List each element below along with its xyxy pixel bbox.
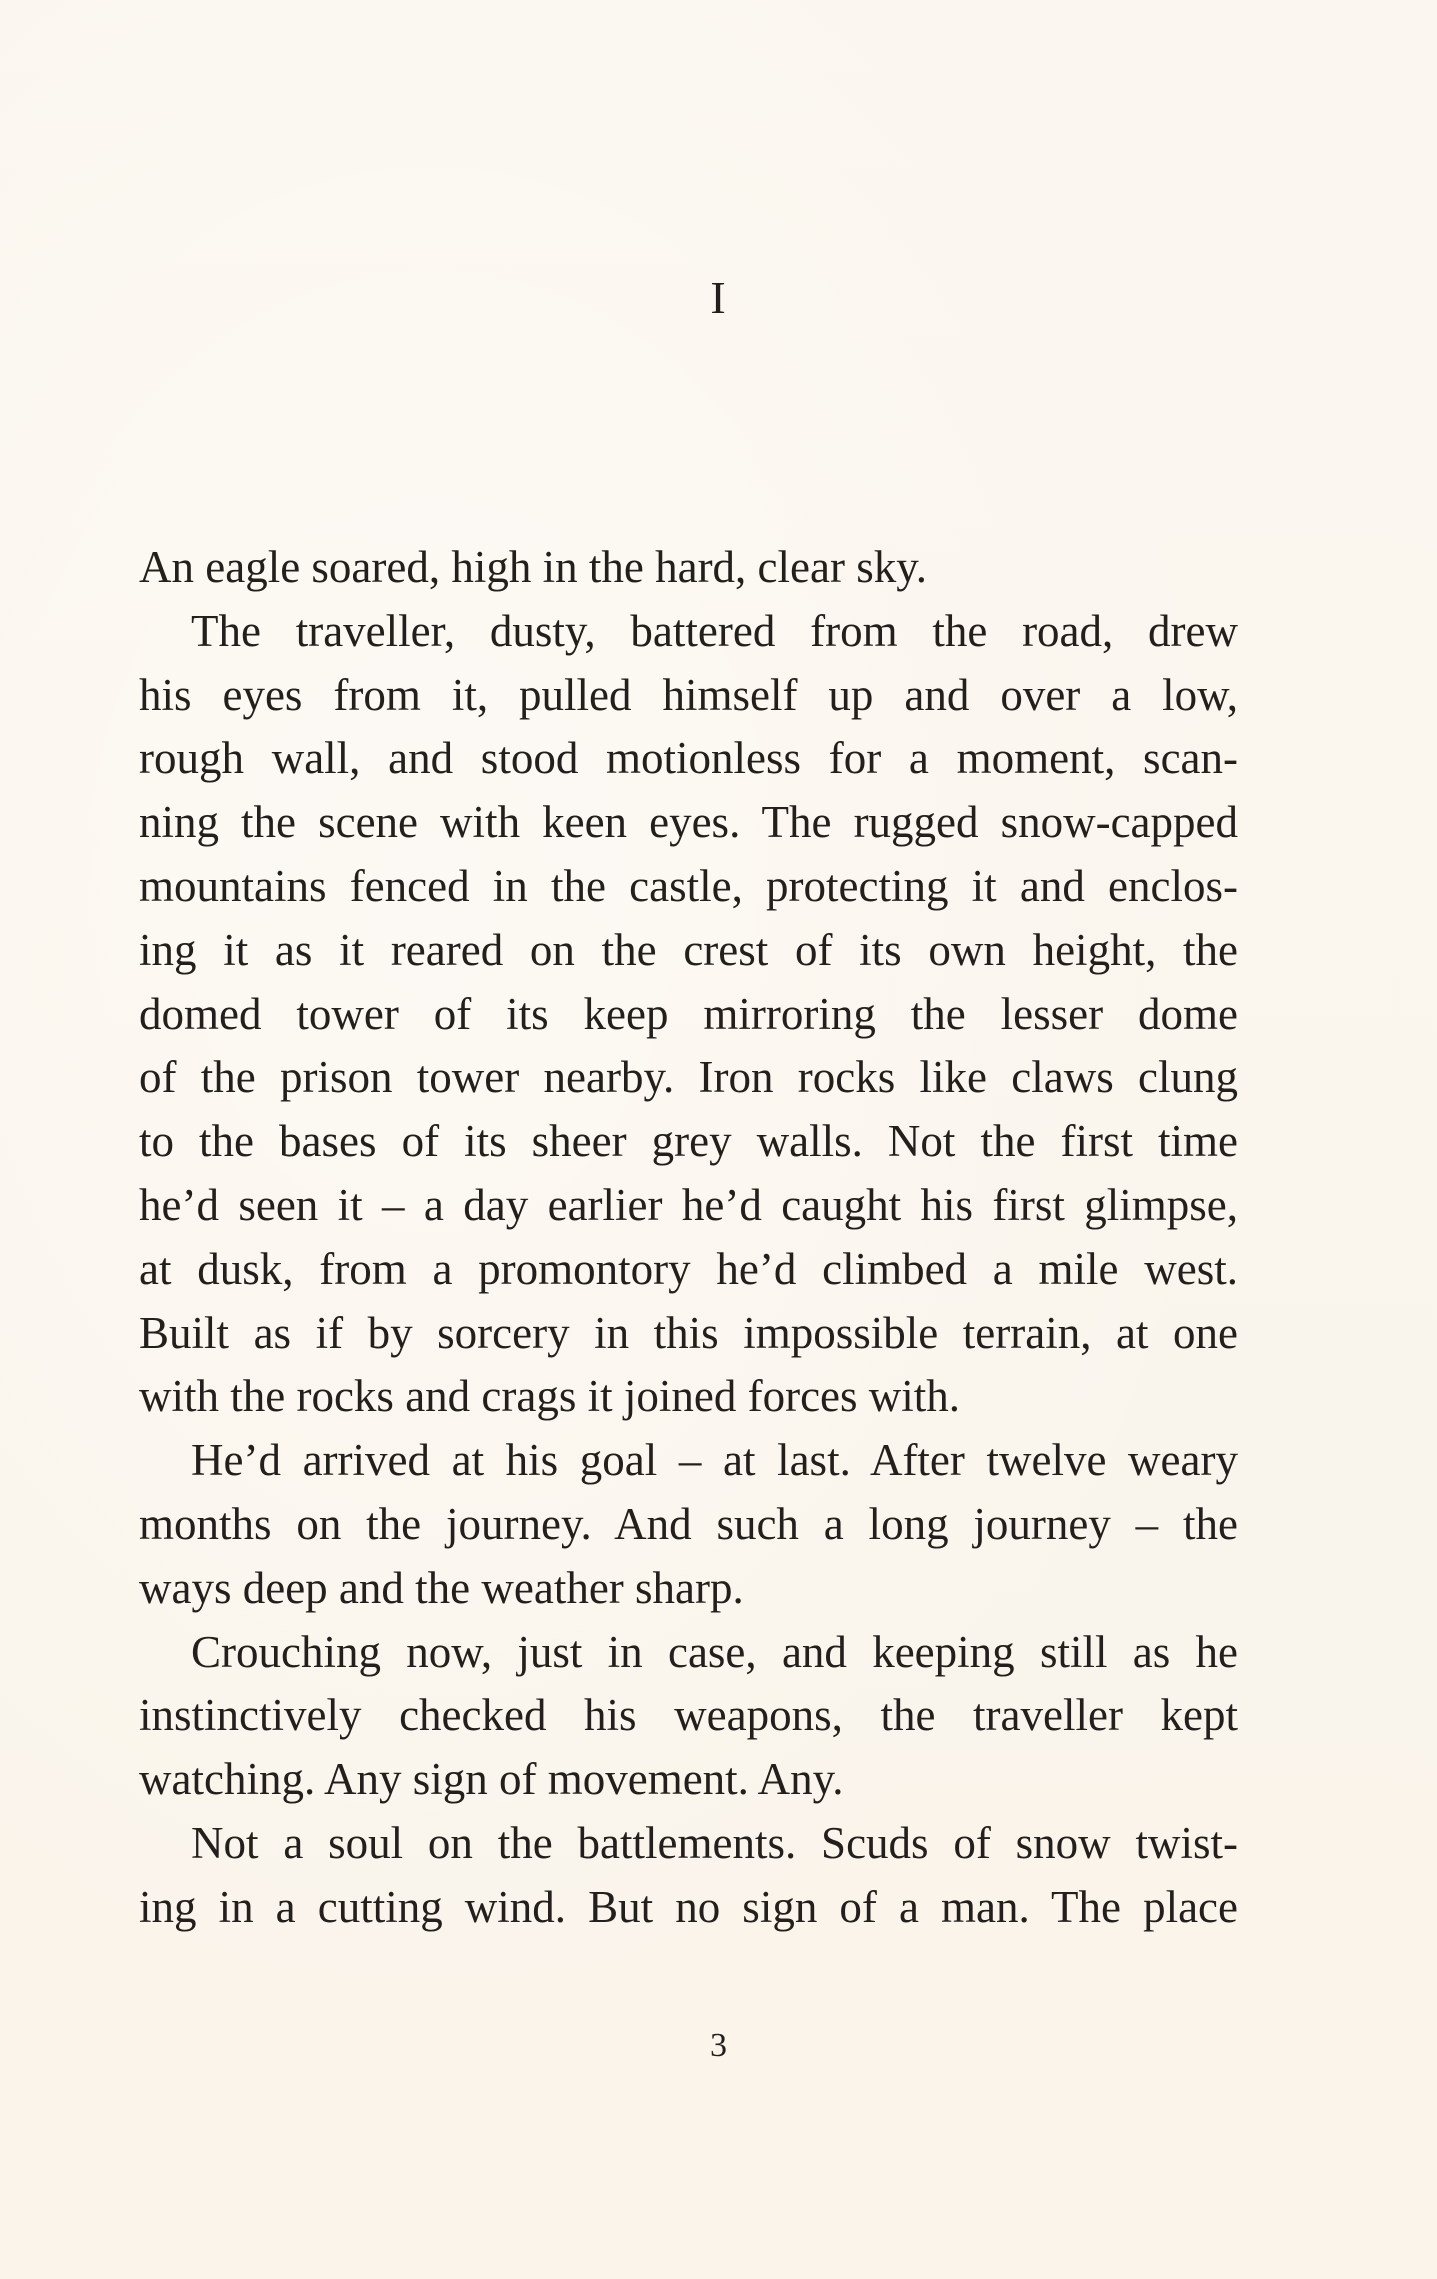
text-line: ning the scene with keen eyes. The rugged snow-capped <box>139 797 1238 848</box>
text-line: The traveller, dusty, battered from the road, drew <box>191 605 1238 656</box>
text-line: with the rocks and crags it joined forces with. <box>139 1371 961 1422</box>
text-line: ing it as it reared on the crest of its own height, the <box>139 924 1238 975</box>
text-line: An eagle soared, high in the hard, clear sky. <box>139 542 928 592</box>
text-line: he’d seen it – a day earlier he’d caught his first glimpse, <box>139 1179 1238 1230</box>
text-line: Built as if by sorcery in this impossible terrain, at one <box>139 1307 1238 1358</box>
text-line: He’d arrived at his goal – at last. After twelve weary <box>191 1435 1238 1486</box>
text-line: of the prison tower nearby. Iron rocks like claws clung <box>139 1052 1238 1103</box>
text-line: watching. Any sign of movement. Any. <box>139 1754 844 1805</box>
text-line: ways deep and the weather sharp. <box>139 1562 744 1613</box>
text-line: Not a soul on the battlements. Scuds of snow twist- <box>191 1817 1238 1868</box>
text-line: domed tower of its keep mirroring the lesser dome <box>139 988 1238 1039</box>
chapter-number: I <box>710 272 727 323</box>
text-line: months on the journey. And such a long journey – the <box>139 1498 1238 1549</box>
text-line: his eyes from it, pulled himself up and over a low, <box>139 669 1238 720</box>
page-number: 3 <box>710 2027 727 2064</box>
text-line: instinctively checked his weapons, the traveller kept <box>139 1690 1238 1741</box>
chapter-body <box>139 536 1238 1940</box>
text-line: ing in a cutting wind. But no sign of a man. The place <box>139 1881 1238 1932</box>
text-line: to the bases of its sheer grey walls. Not the first time <box>139 1116 1238 1167</box>
text-line: at dusk, from a promontory he’d climbed a mile west. <box>139 1243 1238 1294</box>
text-line: Crouching now, just in case, and keeping still as he <box>191 1626 1238 1677</box>
text-line: mountains fenced in the castle, protecting it and enclos- <box>139 860 1238 911</box>
text-line: rough wall, and stood motionless for a moment, scan- <box>139 733 1238 784</box>
